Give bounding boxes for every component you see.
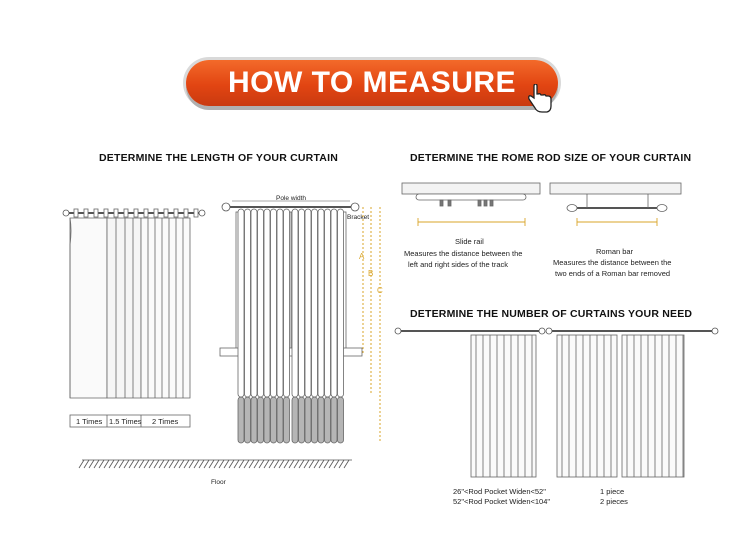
floor-hatch — [79, 460, 352, 468]
count-range-2: 52"<Rod Pocket Widen<104" — [453, 497, 551, 506]
bracket-label: Bracket — [347, 214, 370, 221]
slide-rail-desc-1: Measures the distance between the — [404, 249, 523, 258]
dim-b-label: B — [368, 269, 374, 278]
rod-heading: DETERMINE THE ROME ROD SIZE OF YOUR CURTAIN — [410, 152, 692, 164]
floor-label: Floor — [211, 479, 226, 486]
slide-rail-desc-2: left and right sides of the track — [408, 260, 509, 269]
fullness-2x: 2 Times — [152, 417, 179, 426]
count-value-1: 1 piece — [600, 487, 625, 496]
slide-rail-title: Slide rail — [455, 237, 484, 246]
count-value-2: 2 pieces — [600, 497, 628, 506]
fullness-1x: 1 Times — [76, 417, 103, 426]
fullness-curtain-illustration — [63, 209, 205, 427]
roman-bar-title: Roman bar — [596, 247, 634, 256]
roman-bar-desc-2: two ends of a Roman bar removed — [555, 269, 671, 278]
length-heading: DETERMINE THE LENGTH OF YOUR CURTAIN — [99, 152, 338, 164]
fullness-1-5x: 1.5 Times — [109, 417, 142, 426]
roman-bar-desc-1: Measures the distance between the — [553, 258, 672, 267]
dimension-lines — [363, 207, 380, 442]
banner-title: HOW TO MEASURE — [227, 66, 517, 99]
number-heading: DETERMINE THE NUMBER OF CURTAINS YOUR NEED — [410, 308, 693, 320]
slide-rail-illustration — [402, 183, 540, 206]
curtain-count-illustration — [395, 328, 718, 477]
dim-a-label: A — [359, 252, 365, 261]
roman-bar-illustration — [550, 183, 681, 212]
pole-width-label: Pole width — [276, 195, 306, 202]
window-curtain-illustration — [220, 203, 362, 443]
dim-c-label: C — [377, 286, 383, 295]
count-range-1: 26"<Rod Pocket Widen<52" — [453, 487, 546, 496]
